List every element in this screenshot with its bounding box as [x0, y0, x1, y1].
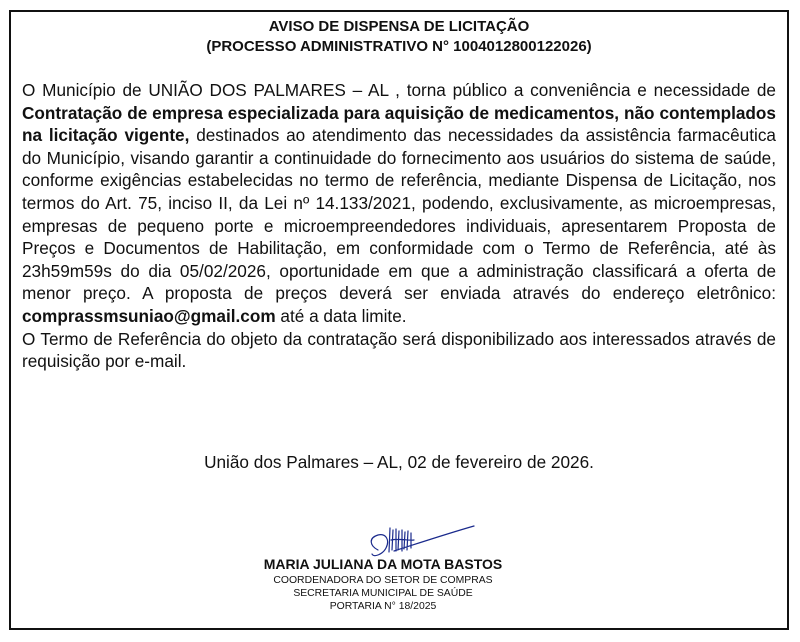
paragraph-main — [22, 79, 776, 328]
contact-email: comprassmsuniao@gmail.com — [22, 305, 276, 326]
paragraph-main-details: destinados ao atendimento das necessidades da assistência farmacêutica do Município, visando garantir a continuidade do fornecimento aos usuários do sistema de saúde, conforme exigências estabelecidas no termo de referência, mediante Dispensa de Licitação, nos termos do Art. 75, inciso II, da Lei nº 14.133/2021, podendo, exclusivamente, as microempresas, empresas de pequeno porte e microempreendedores individuais, apresentarem Proposta de Preços e Documentos de Habilitação, em conformidade com o Termo de Referência, até às 23h59m59s do dia 05/02/2026, oportunidade em que a administração classificará a oferta de menor preço. A proposta de preços deverá ser enviada através do endereço eletrônico: — [22, 125, 776, 304]
paragraph-reference-term: O Termo de Referência do objeto da contratação será disponibilizado aos interessados através de requisição por e-mail. — [22, 328, 776, 372]
signatory-name: MARIA JULIANA DA MOTA BASTOS — [263, 556, 503, 572]
place-date: União dos Palmares – AL, 02 de fevereiro de 2026. — [204, 452, 594, 472]
process-number: (PROCESSO ADMINISTRATIVO N° 1004012800122026) — [206, 38, 592, 55]
notice-box — [9, 10, 789, 630]
contract-object: Contratação de empresa especializada para aquisição de medicamentos, não contemplados na licitação vigente, — [22, 102, 776, 146]
paragraph-main-intro: O Município de UNIÃO DOS PALMARES – AL , torna público a conveniência e necessidade de — [22, 80, 776, 100]
notice-body — [22, 79, 776, 373]
signatory-department: SECRETARIA MUNICIPAL DE SAÚDE — [293, 588, 473, 599]
signatory-role: COORDENADORA DO SETOR DE COMPRAS — [273, 575, 493, 586]
paragraph-main-end: até a data limite. — [275, 305, 407, 326]
notice-title: AVISO DE DISPENSA DE LICITAÇÃO — [268, 18, 530, 35]
signatory-portaria: PORTARIA N° 18/2025 — [329, 601, 437, 612]
